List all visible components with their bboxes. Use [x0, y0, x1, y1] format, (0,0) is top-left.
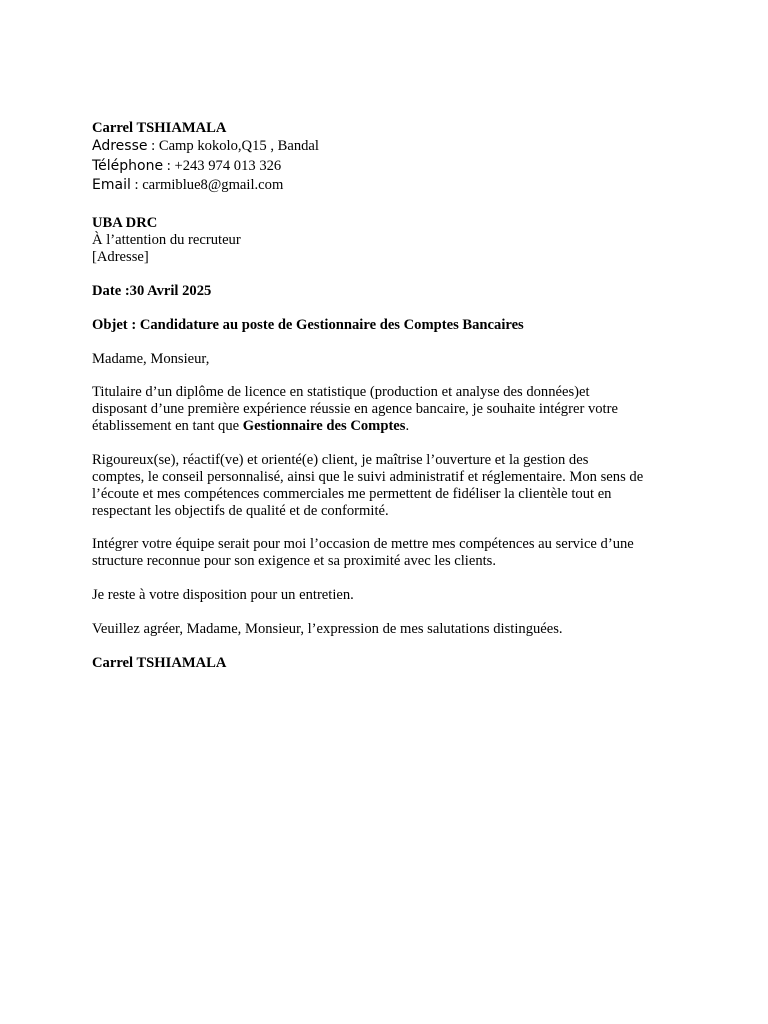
paragraph-2 [92, 452, 692, 520]
paragraph-1-line-3-start: établissement en tant que [92, 417, 243, 434]
address-label: Adresse [92, 138, 148, 154]
job-title-emphasis: Gestionnaire des Comptes [242, 417, 406, 434]
letter-salutation: Madame, Monsieur, [92, 351, 210, 367]
sender-name: Carrel TSHIAMALA [92, 120, 227, 136]
recipient-attention: À l’attention du recruteur [92, 232, 241, 248]
paragraph-3 [92, 536, 692, 570]
phone-separator: : [163, 157, 175, 174]
closing-block [92, 621, 692, 638]
sender-block [92, 120, 692, 196]
sender-address [92, 137, 692, 157]
recipient-address: [Adresse] [92, 249, 149, 265]
paragraph-1-line-2: disposant d’une première expérience réussie en agence bancaire, je souhaite intégrer votre [92, 400, 618, 417]
email-value: carmiblue8@gmail.com [142, 177, 284, 193]
letter-closing: Veuillez agréer, Madame, Monsieur, l’expression de mes salutations distinguées. [92, 621, 563, 637]
paragraph-4-line-1: Je reste à votre disposition pour un entretien. [92, 587, 354, 603]
phone-value: +243 974 013 326 [174, 157, 282, 174]
paragraph-4 [92, 587, 692, 604]
paragraph-2-line-4: respectant les objectifs de qualité et de conformité. [92, 502, 389, 519]
paragraph-3-line-2: structure reconnue pour son exigence et sa proximité avec les clients. [92, 552, 497, 569]
recipient-block [92, 215, 692, 266]
address-separator: : [147, 138, 159, 154]
paragraph-3-line-1: Intégrer votre équipe serait pour moi l’occasion de mettre mes compétences au service d’une [92, 536, 634, 552]
sender-phone [92, 157, 692, 177]
paragraph-2-line-1: Rigoureux(se), réactif(ve) et orienté(e) client, je maîtrise l’ouverture et la gestion des [92, 452, 589, 468]
email-label: Email [92, 177, 131, 193]
signature-block [92, 655, 692, 672]
paragraph-1-line-1: Titulaire d’un diplôme de licence en statistique (production et analyse des données)et [92, 384, 590, 400]
paragraph-1-line-3 [92, 418, 692, 435]
paragraph-1 [92, 384, 692, 435]
salutation-block [92, 351, 692, 368]
address-value: Camp kokolo,Q15 , Bandal [158, 138, 319, 154]
email-separator: : [130, 177, 143, 193]
recipient-company: UBA DRC [92, 215, 158, 231]
letter-date: Date :30 Avril 2025 [92, 283, 212, 299]
phone-label: Téléphone [92, 157, 164, 174]
date-block [92, 283, 692, 300]
paragraph-1-line-3-end: . [405, 417, 410, 434]
sender-email [92, 176, 692, 196]
letter-subject: Objet : Candidature au poste de Gestionnaire des Comptes Bancaires [92, 317, 524, 333]
paragraph-2-line-2: comptes, le conseil personnalisé, ainsi que le suivi administratif et réglementaire. Mon sens de [92, 468, 644, 485]
subject-block [92, 317, 692, 334]
paragraph-2-line-3: l’écoute et mes compétences commerciales me permettent de fidéliser la clientèle tout en [92, 485, 612, 502]
letter-signature: Carrel TSHIAMALA [92, 655, 227, 671]
